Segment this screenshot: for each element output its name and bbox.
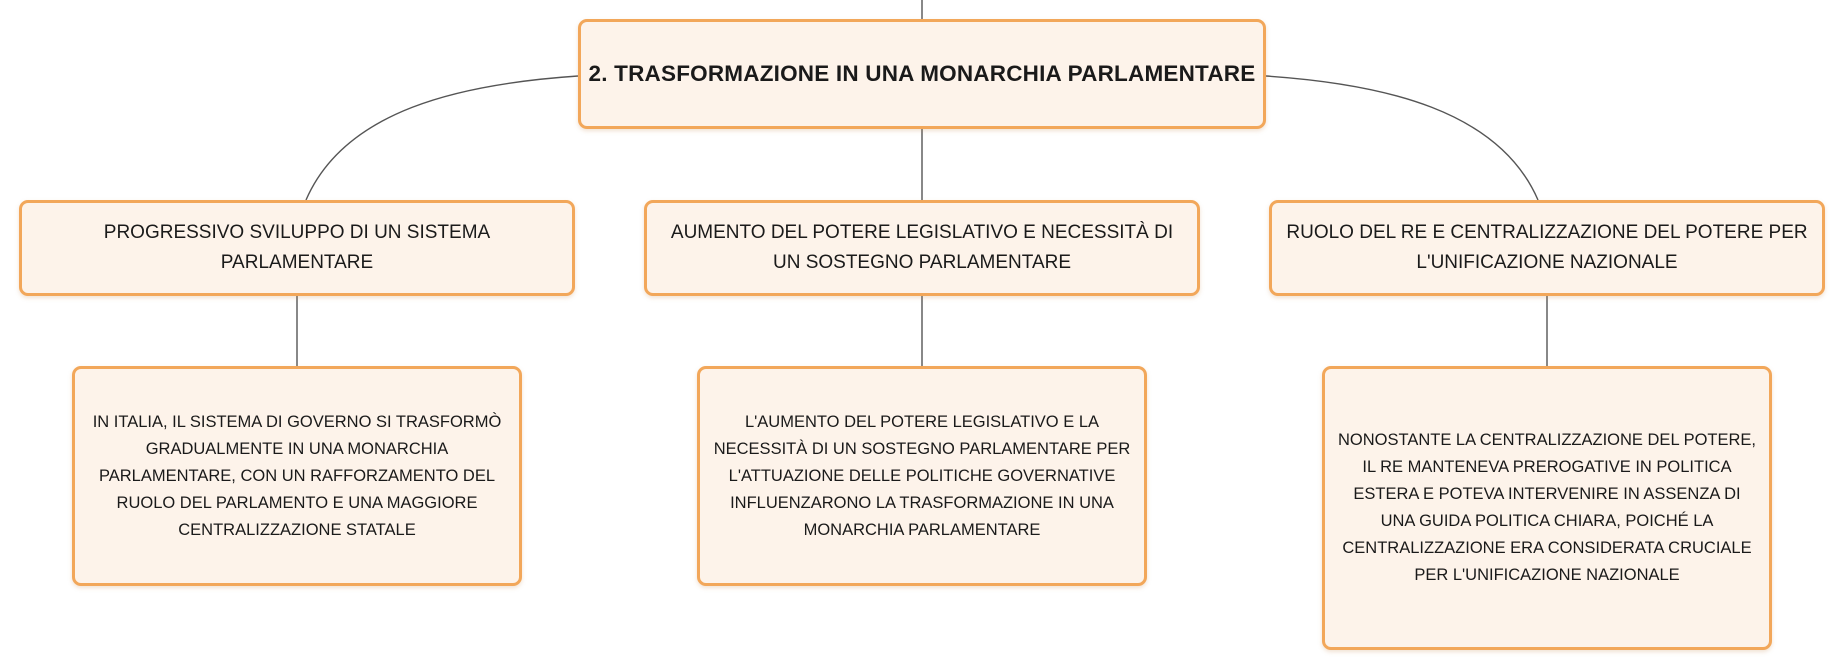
branch-node-parliamentary-system[interactable] (19, 200, 575, 296)
root-node[interactable] (578, 19, 1266, 129)
detail-node-legislative-power[interactable] (697, 366, 1147, 586)
branch-node-label: PROGRESSIVO SVILUPPO DI UN SISTEMA PARLAMENTARE (103, 222, 491, 273)
root-node-label: 2. TRASFORMAZIONE IN UNA MONARCHIA PARLAMENTARE (588, 61, 1256, 86)
connector-root-branch-1 (306, 76, 578, 200)
branch-node-label: RUOLO DEL RE E CENTRALIZZAZIONE DEL POTERE PER L'UNIFICAZIONE NAZIONALE (1286, 222, 1808, 273)
branch-node-label: AUMENTO DEL POTERE LEGISLATIVO E NECESSITÀ DI UN SOSTEGNO PARLAMENTARE (670, 222, 1174, 273)
branch-node-king-role[interactable] (1269, 200, 1825, 296)
connector-root-branch-3 (1266, 76, 1538, 200)
branch-node-legislative-power[interactable] (644, 200, 1200, 296)
detail-node-text: IN ITALIA, IL SISTEMA DI GOVERNO SI TRASFORMÒ GRADUALMENTE IN UNA MONARCHIA PARLAMENTARE, CON UN RAFFORZAMENTO DEL RUOLO DEL PARLAMENTO E UNA MAGGIORE CENTRALIZZAZIONE STATALE (92, 412, 502, 539)
detail-node-king-role[interactable] (1322, 366, 1772, 650)
detail-node-text: L'AUMENTO DEL POTERE LEGISLATIVO E LA NECESSITÀ DI UN SOSTEGNO PARLAMENTARE PER L'ATTUAZIONE DELLE POLITICHE GOVERNATIVE INFLUENZARONO LA TRASFORMAZIONE IN UNA MONARCHIA PARLAMENTARE (713, 412, 1131, 539)
detail-node-text: NONOSTANTE LA CENTRALIZZAZIONE DEL POTERE, IL RE MANTENEVA PREROGATIVE IN POLITICA ESTERA E POTEVA INTERVENIRE IN ASSENZA DI UNA GUIDA POLITICA CHIARA, POICHÉ LA CENTRALIZZAZIONE ERA CONSIDERATA CRUCIALE PER L'UNIFICAZIONE NAZIONALE (1337, 431, 1757, 584)
detail-node-parliamentary-system[interactable] (72, 366, 522, 586)
